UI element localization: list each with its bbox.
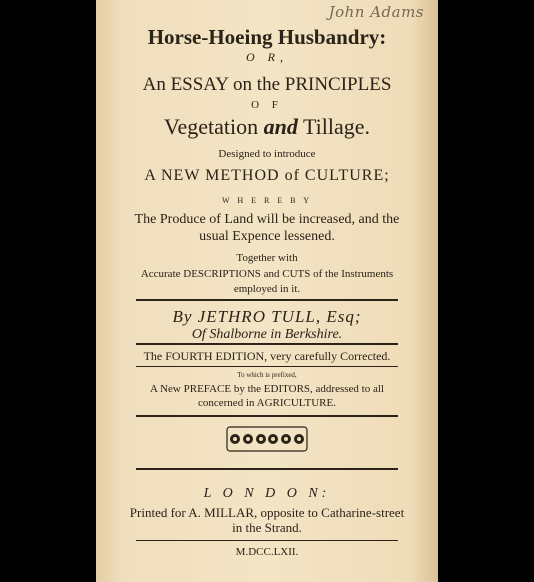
divider-rule <box>136 299 398 301</box>
preface-line-2: concerned in AGRICULTURE. <box>198 397 336 409</box>
title-essay: An ESSAY on the PRINCIPLES <box>142 74 392 95</box>
book-title: Horse-Hoeing Husbandry: <box>147 25 387 49</box>
divider-rule <box>136 366 398 367</box>
author-place: Of Shalborne in Berkshire. <box>191 327 343 342</box>
produce-line-1: The Produce of Land will be increased, and the <box>134 212 400 227</box>
whereby-line: W H E R E B Y <box>221 196 313 205</box>
method-line: A NEW METHOD of CULTURE; <box>144 167 390 184</box>
designed-line: Designed to introduce <box>218 148 316 160</box>
divider-rule <box>136 468 398 470</box>
divider-rule <box>136 540 398 541</box>
together-line-2: Accurate DESCRIPTIONS and CUTS of the Instruments <box>140 268 394 280</box>
imprint-city: L O N D O N: <box>203 486 331 501</box>
subject-part-a: Vegetation <box>164 114 264 139</box>
imprint-line-2: in the Strand. <box>232 520 302 535</box>
title-or: O R, <box>246 50 288 64</box>
produce-line-2: usual Expence lessened. <box>199 229 335 244</box>
title-of: O F <box>251 99 283 111</box>
title-page <box>96 0 438 582</box>
preface-line-1: A New PREFACE by the EDITORS, addressed to all <box>150 383 384 395</box>
signature: John Adams <box>328 3 424 21</box>
edition-line: The FOURTH EDITION, very carefully Corrected. <box>143 349 391 363</box>
together-line-1: Together with <box>236 252 298 264</box>
subject-and: and <box>263 114 298 139</box>
divider-rule <box>136 343 398 345</box>
together-line-3: employed in it. <box>233 283 301 295</box>
imprint-line-1: Printed for A. MILLAR, opposite to Catharine-street <box>129 505 405 520</box>
author-line: By JETHRO TULL, Esq; <box>172 307 362 326</box>
title-subject <box>96 114 438 140</box>
prefixed-line: To which is prefixed, <box>237 371 297 379</box>
subject-part-b: Tillage. <box>297 114 370 139</box>
imprint-year: M.DCC.LXII. <box>235 546 299 558</box>
printers-ornament-icon <box>224 425 310 453</box>
divider-rule <box>136 415 398 417</box>
